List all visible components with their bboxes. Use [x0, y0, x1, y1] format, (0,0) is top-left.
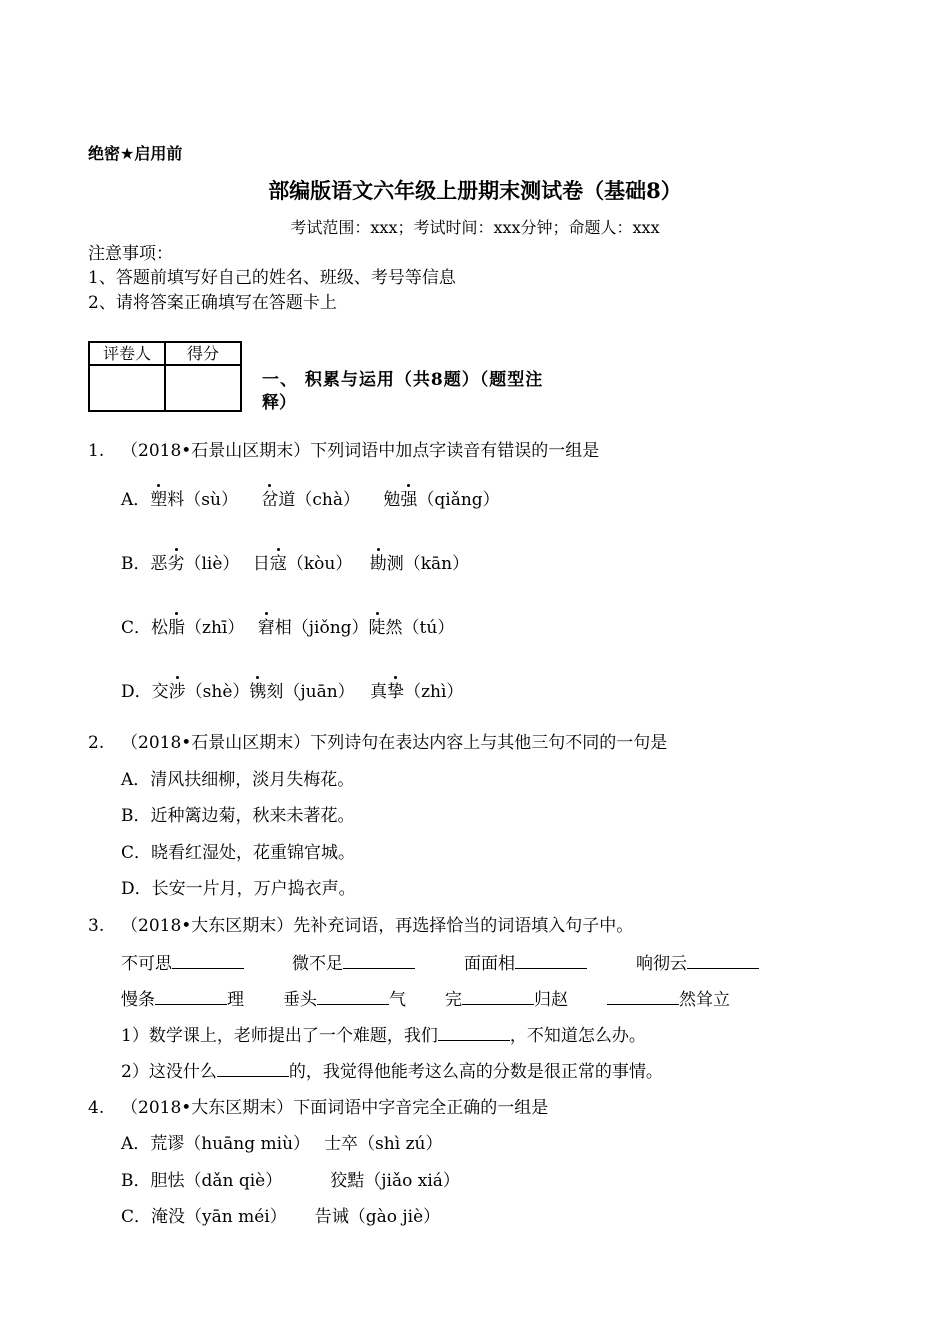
q1-option-b[interactable] [121, 553, 469, 575]
pinyin: （kān） [403, 554, 470, 574]
fill-blank[interactable] [155, 988, 227, 1005]
idiom-text: 气 [389, 990, 406, 1010]
grader-header: 评卷人 [89, 342, 165, 365]
fill-blank[interactable] [607, 988, 679, 1005]
idiom-item[interactable] [464, 952, 587, 975]
dotted-char: 劣 [167, 554, 185, 574]
idiom-item[interactable] [636, 952, 759, 975]
word-char: 交 [151, 682, 169, 702]
word-char: 道 [278, 490, 296, 510]
pinyin: （jiǒng） [291, 618, 369, 638]
grader-table [88, 341, 242, 412]
word-char: 测 [386, 554, 404, 574]
sentence-text: ，不知道怎么办。 [509, 1026, 646, 1046]
idiom-item[interactable] [121, 952, 244, 975]
pinyin: （tú） [402, 618, 455, 638]
word-char: 相 [274, 618, 292, 638]
fill-blank[interactable] [343, 952, 415, 969]
fill-blank[interactable] [462, 988, 534, 1005]
dotted-char: 陡 [368, 618, 386, 638]
pinyin: （juān） [283, 682, 355, 702]
idiom-item[interactable] [607, 988, 730, 1011]
notice-heading: 注意事项： [88, 244, 173, 264]
pinyin: （zhī） [185, 618, 245, 638]
option-letter: C． [121, 618, 152, 638]
idiom-item[interactable] [445, 988, 568, 1011]
idiom-text: 面面相 [464, 954, 515, 974]
pinyin: （liè） [184, 554, 240, 574]
option-word: A．荒谬（huāng miù） [121, 1134, 311, 1154]
option-word: C．淹没（yān méi） [121, 1207, 287, 1227]
idiom-text: 微不足 [292, 954, 343, 974]
word-char: 料 [167, 490, 185, 510]
score-cell[interactable] [165, 365, 241, 411]
section-heading-cont: 释） [262, 393, 296, 413]
question-number: 3. [88, 916, 105, 936]
fill-blank[interactable] [687, 952, 759, 969]
q2-option-b[interactable]: B．近种篱边菊，秋来未著花。 [121, 806, 355, 826]
question-stem: （2018•石景山区期末）下列诗句在表达内容上与其他三句不同的一句是 [121, 733, 668, 753]
pinyin: （qiǎng） [417, 490, 500, 510]
question-number: 4. [88, 1098, 105, 1118]
dotted-char: 脂 [168, 618, 186, 638]
option-letter: B． [121, 554, 151, 574]
option-word: B．胆怯（dǎn qiè） [121, 1171, 283, 1191]
idiom-text: 归赵 [534, 990, 568, 1010]
option-letter: D． [121, 682, 152, 702]
option-word: 狡黠（jiǎo xiá） [330, 1171, 460, 1191]
dotted-char: 窘 [257, 618, 275, 638]
grader-cell[interactable] [89, 365, 165, 411]
q1-option-a[interactable] [121, 489, 500, 511]
idiom-text: 然耸立 [679, 990, 730, 1010]
word-char: 勉 [383, 490, 401, 510]
dotted-char: 强 [400, 490, 418, 510]
pinyin: （sù） [184, 490, 238, 510]
question-stem: （2018•大东区期末）下面词语中字音完全正确的一组是 [121, 1098, 549, 1118]
sentence-text: 的，我觉得他能考这么高的分数是很正常的事情。 [288, 1062, 663, 1082]
fill-blank[interactable] [172, 952, 244, 969]
option-word: 士卒（shì zú） [324, 1134, 443, 1154]
dotted-char: 塑 [150, 490, 168, 510]
q2-option-d[interactable]: D．长安一片月，万户捣衣声。 [121, 879, 356, 899]
question-stem: （2018•石景山区期末）下列词语中加点字读音有错误的一组是 [121, 441, 600, 461]
question-number: 2. [88, 733, 105, 753]
dotted-char: 岔 [261, 490, 279, 510]
fill-blank[interactable] [217, 1060, 289, 1077]
question-stem: （2018•大东区期末）先补充词语，再选择恰当的词语填入句子中。 [121, 916, 634, 936]
pinyin: （zhì） [404, 682, 464, 702]
fill-sentence [121, 1060, 663, 1083]
idiom-text: 慢条 [121, 990, 155, 1010]
q1-option-d[interactable] [121, 681, 463, 703]
word-char: 日 [252, 554, 270, 574]
page-title: 部编版语文六年级上册期末测试卷（基础8） [268, 178, 682, 203]
score-header: 得分 [165, 342, 241, 365]
pinyin: （shè） [185, 682, 250, 702]
idiom-text: 理 [227, 990, 244, 1010]
secret-label: 绝密★启用前 [88, 144, 183, 163]
dotted-char: 镌 [249, 682, 267, 702]
dotted-char: 寇 [269, 554, 287, 574]
q2-option-a[interactable]: A．清风扶细柳，淡月失梅花。 [121, 770, 355, 790]
sentence-text: 2）这没什么 [121, 1062, 217, 1082]
sentence-text: 1）数学课上，老师提出了一个难题，我们 [121, 1026, 438, 1046]
fill-blank[interactable] [317, 988, 389, 1005]
idiom-text: 响彻云 [636, 954, 687, 974]
word-char: 真 [370, 682, 388, 702]
q4-option-c[interactable] [121, 1206, 440, 1228]
pinyin: （chà） [295, 490, 360, 510]
dotted-char: 勘 [369, 554, 387, 574]
q1-option-c[interactable] [121, 617, 454, 639]
fill-blank[interactable] [438, 1024, 510, 1041]
word-char: 松 [151, 618, 169, 638]
notice-item: 2、请将答案正确填写在答题卡上 [88, 293, 337, 313]
dotted-char: 挚 [387, 682, 405, 702]
idiom-text: 完 [445, 990, 462, 1010]
q4-option-b[interactable] [121, 1170, 460, 1192]
q2-option-c[interactable]: C．晓看红湿处，花重锦官城。 [121, 843, 356, 863]
section-heading: 一、 积累与运用（共8题）（题型注 [262, 370, 544, 390]
fill-sentence [121, 1024, 646, 1047]
pinyin: （kòu） [286, 554, 353, 574]
word-char: 然 [385, 618, 403, 638]
word-char: 恶 [150, 554, 168, 574]
q4-option-a[interactable] [121, 1133, 442, 1155]
dotted-char: 涉 [168, 682, 186, 702]
idiom-text: 不可思 [121, 954, 172, 974]
idiom-item[interactable] [121, 988, 244, 1011]
word-char: 刻 [266, 682, 284, 702]
option-word: 告诫（gào jiè） [314, 1207, 441, 1227]
idiom-item[interactable] [283, 988, 406, 1011]
exam-info: 考试范围：xxx；考试时间：xxx分钟；命题人：xxx [290, 218, 660, 237]
idiom-text: 垂头 [283, 990, 317, 1010]
option-letter: A． [121, 490, 151, 510]
fill-blank[interactable] [515, 952, 587, 969]
question-number: 1. [88, 441, 105, 461]
idiom-item[interactable] [292, 952, 415, 975]
notice-item: 1、答题前填写好自己的姓名、班级、考号等信息 [88, 268, 456, 288]
